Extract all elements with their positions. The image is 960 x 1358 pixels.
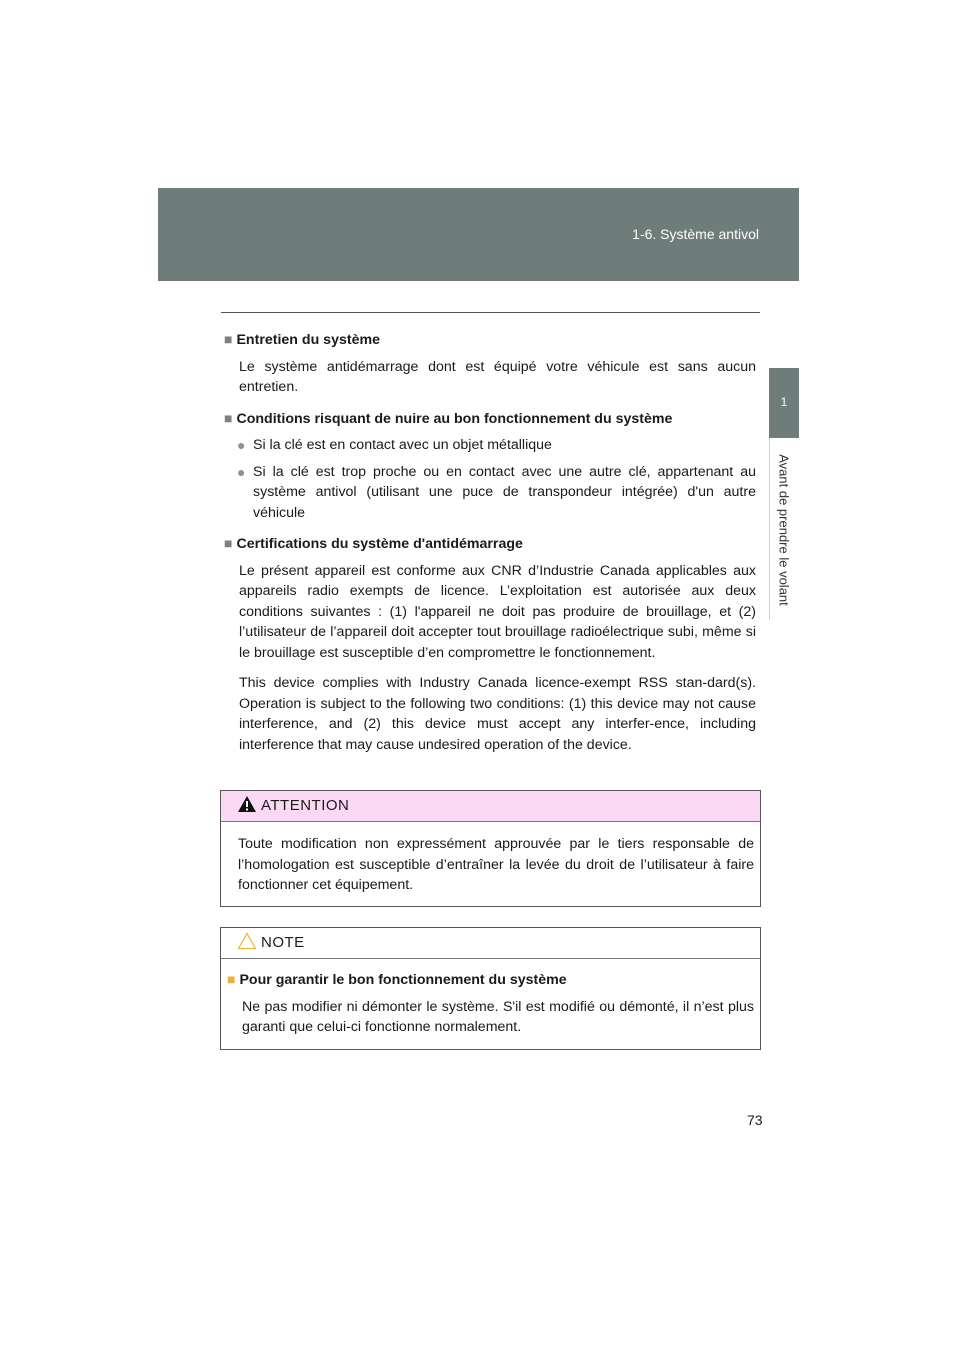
square-bullet-icon: ■: [227, 971, 236, 987]
certifications-text-fr: Le présent appareil est conforme aux CNR d’Industrie Canada applicables aux appareils radio exempts de licence. L’exploitation est autorisée aux deux conditions suivantes : (1) l'appareil ne doit pas produire de brouillage, et (2) l’utilisateur de l’appareil doit accepter tout brouillage radioélectrique subi, même si le brouillage est susceptible d’en compromettre le fonctionnement.: [239, 562, 756, 661]
square-bullet-icon: ■: [224, 409, 233, 426]
section-title: 1-6. Système antivol: [632, 226, 759, 242]
header-band: [158, 188, 799, 281]
caution-triangle-icon: [237, 932, 257, 955]
note-text: Ne pas modifier ni démonter le système. S'il est modifié ou démonté, il n’est plus garanti que celui-ci fonctionne normalement.: [242, 998, 754, 1035]
attention-header: [221, 791, 760, 822]
certifications-text-en: This device complies with Industry Canada licence-exempt RSS stan-dard(s). Operation is subject to the following two conditions: (1) this device may not cause interference, and (2) this device must accept any interfer-ence, including interference that may cause undesired operation of the device.: [239, 675, 756, 753]
chapter-tab: [769, 368, 799, 438]
conditions-heading: Conditions risquant de nuire au bon fonctionnement du système: [236, 410, 673, 427]
certifications-heading: Certifications du système d'antidémarrage: [236, 536, 523, 552]
maintenance-section: [224, 329, 756, 398]
main-content: [224, 329, 756, 765]
square-bullet-icon: ■: [224, 331, 233, 347]
chapter-title: Avant de prendre le volant: [776, 454, 792, 606]
circle-bullet-icon: ●: [237, 437, 246, 453]
attention-text: Toute modification non expressément approuvée par le tiers responsable de l’homologation est susceptible d’entraîner la levée du droit de l’utilisateur à faire fonctionner cet équipement.: [238, 836, 754, 893]
top-divider: [221, 312, 760, 313]
note-title: NOTE: [261, 934, 305, 951]
note-heading: Pour garantir le bon fonctionnement du système: [239, 972, 567, 988]
certifications-section: [224, 533, 756, 755]
warning-triangle-icon: [237, 795, 257, 818]
attention-title: ATTENTION: [261, 797, 350, 814]
list-item: [237, 462, 756, 524]
maintenance-heading: Entretien du système: [236, 332, 380, 348]
note-content: [221, 959, 760, 1054]
maintenance-text: Le système antidémarrage dont est équipé votre véhicule est sans aucun entretien.: [239, 358, 756, 395]
note-header: [221, 928, 760, 959]
circle-bullet-icon: ●: [237, 463, 246, 480]
list-item-text: Si la clé est trop proche ou en contact avec une autre clé, appartenant au système antivol (utilisant une puce de transpondeur intégrée) d'un autre véhicule: [253, 463, 756, 521]
list-item: [237, 435, 756, 456]
page-number: 73: [747, 1112, 763, 1128]
attention-box: [220, 790, 761, 907]
square-bullet-icon: ■: [224, 535, 233, 551]
list-item-text: Si la clé est en contact avec un objet métallique: [253, 437, 552, 453]
chapter-number: 1: [780, 395, 788, 409]
conditions-section: [224, 408, 756, 524]
note-box: [220, 927, 761, 1050]
